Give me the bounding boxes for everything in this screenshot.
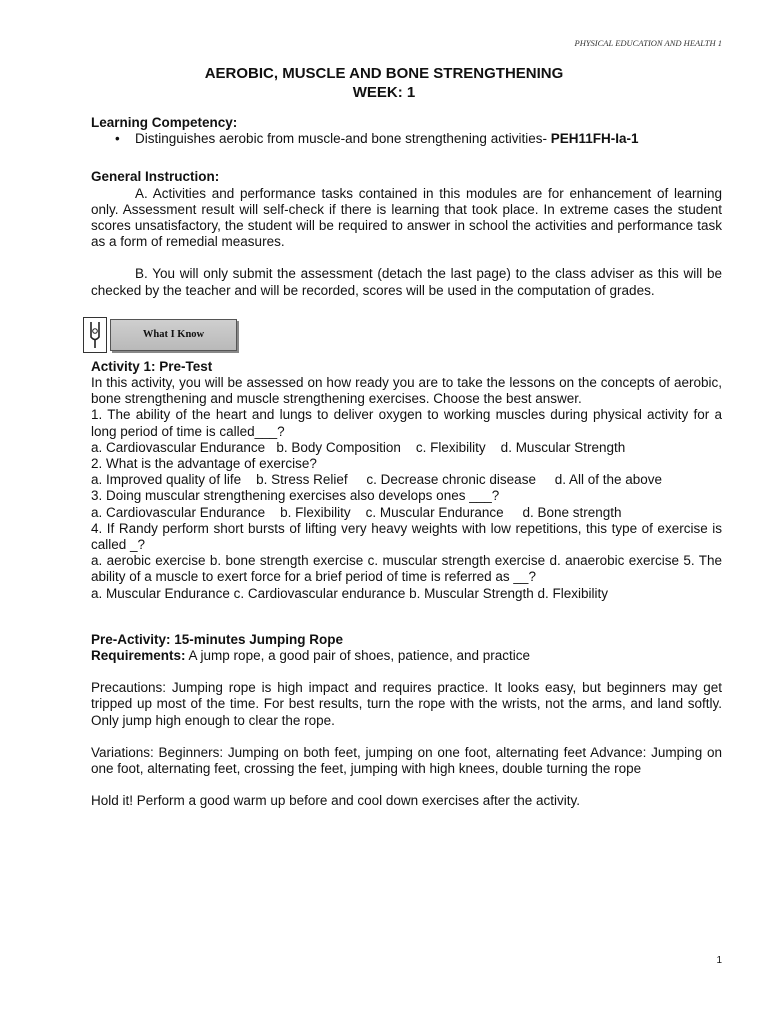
what-i-know-banner — [83, 317, 722, 353]
pre-activity-heading: Pre-Activity: 15-minutes Jumping Rope — [91, 631, 344, 647]
running-header: PHYSICAL EDUCATION AND HEALTH 1 — [574, 38, 722, 48]
question-4-choices: a. aerobic exercise b. bone strength exercise c. muscular strength exercise d. anaerobic exercise 5. The ability of a muscle to exert force for a brief period of time is referred as __? — [91, 553, 722, 585]
variations: Variations: Beginners: Jumping on both feet, jumping on one foot, alternating feet Advance: Jumping on one foot, alternating feet, crossing the feet, jumping with high knees, double turning the rope — [91, 744, 722, 777]
tuning-fork-icon — [83, 317, 107, 353]
requirements-text: A jump rope, a good pair of shoes, patience, and practice — [185, 648, 531, 664]
instruction-heading: General Instruction: — [91, 169, 220, 185]
requirements — [91, 648, 722, 664]
question-1: 1. The ability of the heart and lungs to deliver oxygen to working muscles during physical activity for a long period of time is called___? — [91, 407, 722, 439]
title-line-1: AEROBIC, MUSCLE AND BONE STRENGTHENING — [204, 65, 564, 82]
document-title — [0, 64, 768, 102]
bullet-glyph: • — [115, 131, 120, 147]
competency-text: Distinguishes aerobic from muscle-and bone strengthening activities- — [135, 131, 551, 147]
requirements-label: Requirements: — [91, 648, 186, 664]
title-line-2: WEEK: 1 — [352, 84, 416, 101]
activity-intro: In this activity, you will be assessed on how ready you are to take the lessons on the concepts of aerobic, bone strengthening and muscle strengthening exercises. Choose the best answer. — [91, 375, 722, 407]
question-4: 4. If Randy perform short bursts of lifting very heavy weights with low repetitions, this type of exercise is called _? — [91, 520, 722, 553]
question-1-choices: a. Cardiovascular Endurance b. Body Composition c. Flexibility d. Muscular Strength — [91, 439, 626, 455]
question-3-choices: a. Cardiovascular Endurance b. Flexibility c. Muscular Endurance d. Bone strength — [91, 504, 622, 520]
question-3: 3. Doing muscular strengthening exercises also develops ones ___? — [91, 488, 500, 504]
question-2-choices: a. Improved quality of life b. Stress Relief c. Decrease chronic disease d. All of the above — [91, 472, 663, 488]
instruction-paragraph-a: A. Activities and performance tasks contained in this modules are for enhancement of learning only. Assessment result will self-check if there is learning that took place. In extreme cases the student scores unsatisfactory, the student will be required to answer in school the activities and performance task as a form of remedial measures. — [91, 185, 722, 250]
hold-it-note: Hold it! Perform a good warm up before and cool down exercises after the activity. — [91, 793, 580, 809]
activity-heading: Activity 1: Pre-Test — [91, 358, 213, 374]
document-body — [91, 115, 722, 810]
competency-code: PEH11FH-Ia-1 — [550, 131, 639, 147]
instruction-paragraph-b: B. You will only submit the assessment (detach the last page) to the class adviser as this will be checked by the teacher and will be recorded, scores will be used in the computation of grades. — [91, 266, 722, 298]
precautions: Precautions: Jumping rope is high impact and requires practice. It looks easy, but beginners may get tripped up most of the time. For best results, turn the rope with the wrists, not the arms, and land softly. Only jump high enough to clear the rope. — [91, 680, 722, 728]
what-i-know-label: What I Know — [110, 319, 237, 351]
question-2: 2. What is the advantage of exercise? — [91, 456, 317, 472]
competency-heading: Learning Competency: — [91, 115, 238, 130]
question-5-choices: a. Muscular Endurance c. Cardiovascular endurance b. Muscular Strength d. Flexibility — [91, 585, 608, 601]
competency-item — [91, 131, 722, 147]
page-number: 1 — [716, 955, 722, 966]
